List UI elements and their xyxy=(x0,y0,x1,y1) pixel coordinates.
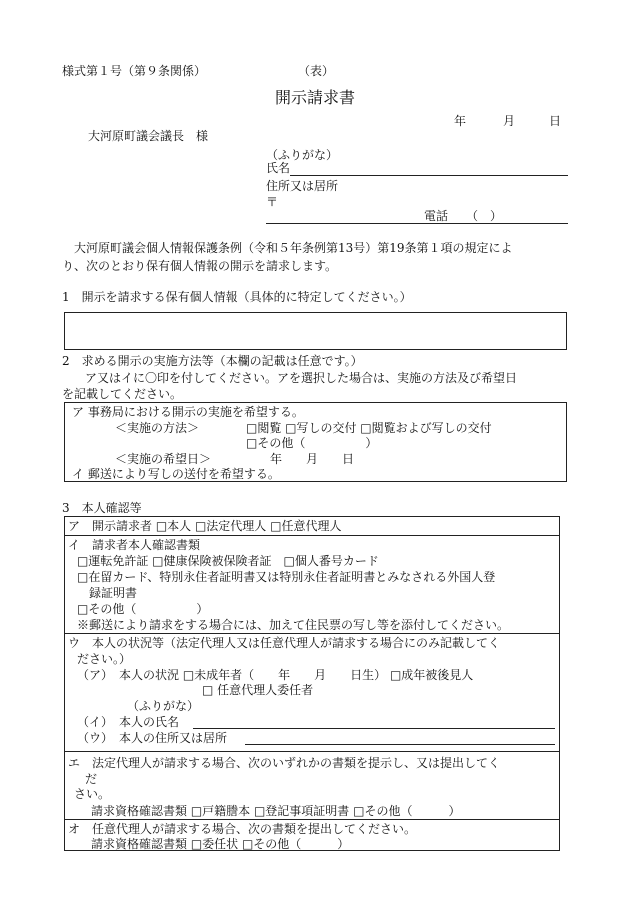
method-other[interactable]: □その他（ ） xyxy=(246,436,378,450)
section2-heading: 2 求める開示の実施方法等（本欄の記載は任意です。） xyxy=(62,354,363,368)
form-side-label: （表） xyxy=(298,64,335,78)
intro-line-2: り、次のとおり保有個人情報の開示を請求します。 xyxy=(62,259,338,273)
row-divider xyxy=(65,751,559,752)
section2-note-2: を記載してください。 xyxy=(62,387,183,401)
principal-address-line[interactable] xyxy=(245,744,555,745)
row-e-line-3: さい。 xyxy=(74,787,111,801)
method-options[interactable]: □閲覧 □写しの交付 □閲覧および写しの交付 xyxy=(246,421,492,435)
document-title: 開示請求書 xyxy=(275,88,356,107)
disclosure-method-box xyxy=(64,402,567,482)
desired-date-label: ＜実施の希望日＞ xyxy=(115,452,212,466)
requester-address-line[interactable] xyxy=(266,223,568,224)
row-u-name-label: （イ） 本人の氏名 xyxy=(77,715,180,729)
row-u-furigana: （ふりがな） xyxy=(127,699,200,713)
row-i-note: ※郵送により請求をする場合には、加えて住民票の写し等を添付してください。 xyxy=(77,618,510,632)
row-o-line-1: オ 任意代理人が請求する場合、次の書類を提出してください。 xyxy=(68,822,417,836)
row-i-other[interactable]: □その他（ ） xyxy=(77,602,209,616)
postal-mark: 〒 xyxy=(266,195,279,209)
date-year-label: 年 xyxy=(454,114,467,128)
row-divider xyxy=(65,819,559,820)
form-number: 様式第１号（第９条関係） xyxy=(62,64,207,78)
option-b-label[interactable]: イ 郵送により写しの送付を希望する。 xyxy=(72,467,280,481)
option-a-label[interactable]: ア 事務局における開示の実施を希望する。 xyxy=(72,405,304,419)
phone-label: 電話 （ ） xyxy=(424,209,503,223)
row-u-line-1: ウ 本人の状況等（法定代理人又は任意代理人が請求する場合にのみ記載してく xyxy=(68,636,501,650)
section2-note-1: ア又はイに〇印を付してください。アを選択した場合は、実施の方法及び希望日 xyxy=(85,371,518,385)
row-u-status-2[interactable]: □ 任意代理人委任者 xyxy=(202,683,314,697)
date-day-label: 日 xyxy=(549,114,562,128)
addressee: 大河原町議会議長 様 xyxy=(88,129,209,143)
row-u-line-2: ださい。） xyxy=(77,652,132,666)
row-a-requester-type[interactable]: ア 開示請求者 □本人 □法定代理人 □任意代理人 xyxy=(68,519,342,533)
principal-name-line[interactable] xyxy=(193,728,555,729)
requester-address-label: 住所又は居所 xyxy=(266,179,339,193)
row-o-documents[interactable]: 請求資格確認書類 □委任状 □その他（ ） xyxy=(91,837,350,851)
method-label: ＜実施の方法＞ xyxy=(115,421,200,435)
row-divider xyxy=(65,535,559,536)
desired-date-values[interactable]: 年 月 日 xyxy=(270,452,355,466)
row-i-options-2[interactable]: □在留カード、特別永住者証明書又は特別永住者証明書とみなされる外国人登 xyxy=(77,570,496,584)
row-i-title: イ 請求者本人確認書類 xyxy=(68,538,201,552)
requester-furigana-label: （ふりがな） xyxy=(266,148,339,162)
row-i-options-3: 録証明書 xyxy=(89,586,138,600)
row-e-line-2: だ xyxy=(85,772,98,786)
row-divider xyxy=(65,633,559,634)
row-u-address-label: （ウ） 本人の住所又は居所 xyxy=(77,731,228,745)
intro-line-1: 大河原町議会個人情報保護条例（令和５年条例第13号）第19条第１項の規定によ xyxy=(74,241,513,255)
requester-name-label: 氏名 xyxy=(266,161,291,175)
section3-heading: 3 本人確認等 xyxy=(62,501,142,515)
row-e-line-1: エ 法定代理人が請求する場合、次のいずれかの書類を提示し、又は提出してく xyxy=(68,756,501,770)
date-month-label: 月 xyxy=(503,114,516,128)
row-e-documents[interactable]: 請求資格確認書類 □戸籍謄本 □登記事項証明書 □その他（ ） xyxy=(91,804,461,818)
identity-verification-table xyxy=(64,516,560,851)
section1-heading: 1 開示を請求する保有個人情報（具体的に特定してください。） xyxy=(62,290,412,304)
row-i-options-1[interactable]: □運転免許証 □健康保険被保険者証 □個人番号カード xyxy=(77,554,379,568)
requester-name-line[interactable] xyxy=(290,175,568,176)
row-u-status[interactable]: （ア） 本人の状況 □未成年者（ 年 月 日生） □成年被後見人 xyxy=(77,668,474,682)
requested-info-field[interactable] xyxy=(64,312,567,350)
